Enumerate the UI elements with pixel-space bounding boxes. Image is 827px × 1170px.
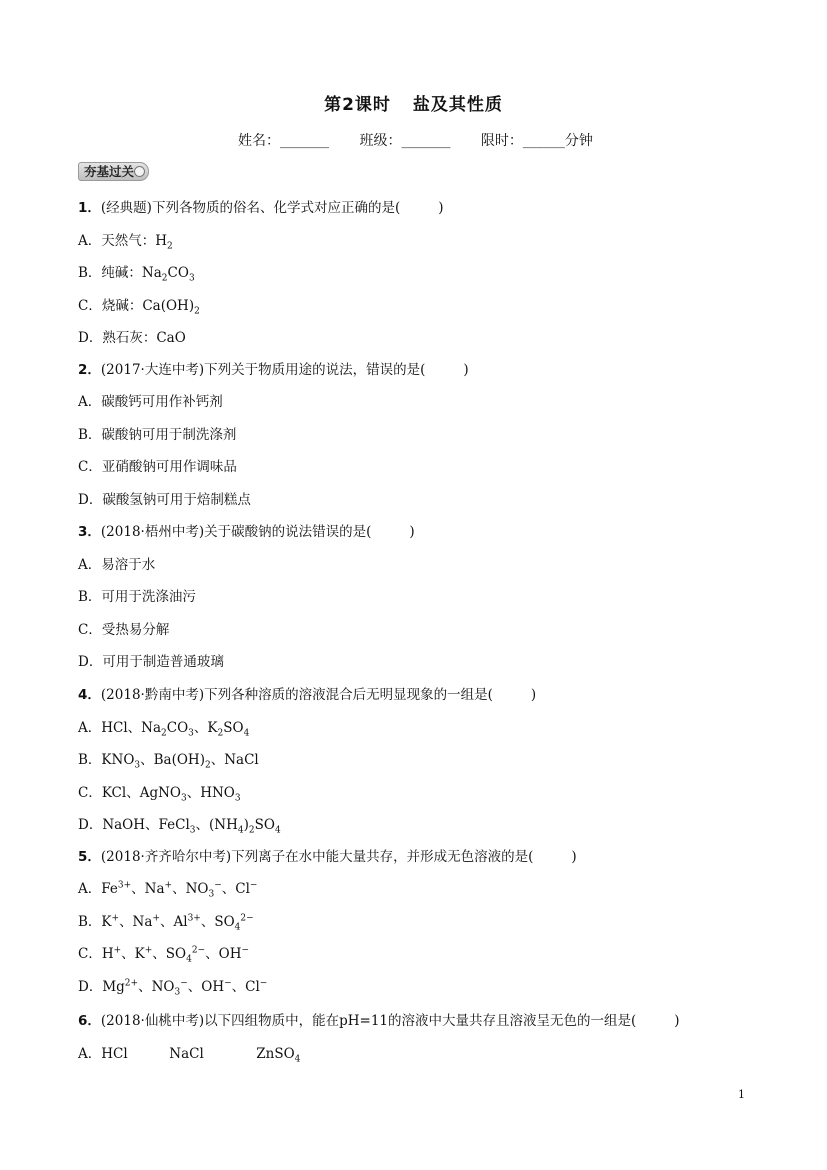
close-paren: ): [409, 524, 415, 540]
substance: NaCl: [169, 1046, 204, 1062]
question-1: [78, 196, 444, 216]
question-number: 6．: [78, 1013, 101, 1029]
question-6: [78, 1009, 680, 1029]
section-label: 夯基过关: [84, 164, 135, 179]
time-unit: 分钟: [564, 133, 593, 149]
option-b[interactable]: [78, 261, 195, 284]
circle-icon: [134, 166, 145, 177]
option-d[interactable]: D．$Mg^{2+}$、$NO_3^-$、OH−、Cl−: [78, 978, 268, 998]
question-4: [78, 683, 536, 703]
option-letter: A．: [78, 1046, 102, 1062]
option-c[interactable]: [78, 294, 200, 317]
option-d[interactable]: D．熟石灰：CaO: [78, 330, 186, 346]
time-label: 限时：: [480, 133, 523, 149]
question-source: (2017·大连中考): [100, 362, 205, 378]
question-source: (2018·梧州中考): [100, 524, 205, 540]
page-number: 1: [738, 1088, 745, 1101]
question-text: 关于碳酸钠的说法错误的是(: [204, 524, 372, 540]
substance: ZnSO$_4$: [256, 1046, 301, 1065]
option-b[interactable]: B．可用于洗涤油污: [78, 589, 196, 605]
close-paren: ): [571, 849, 577, 865]
question-2: [78, 358, 469, 378]
option-c[interactable]: C．亚硝酸钠可用作调味品: [78, 459, 237, 475]
question-number: 1．: [78, 200, 101, 216]
question-number: 3．: [78, 524, 101, 540]
question-source: (2018·仙桃中考): [100, 1013, 205, 1029]
class-label: 班级：: [359, 133, 402, 149]
lesson-number: 第2课时: [324, 95, 391, 115]
option-a[interactable]: A．易溶于水: [78, 557, 156, 573]
section-banner: [78, 162, 149, 181]
formula: $Ca(OH)_2$: [142, 298, 200, 317]
option-c[interactable]: C．H+、K+、$SO_4^{2-}$、OH−: [78, 945, 250, 965]
formula: $Na_2CO_3$: [141, 265, 195, 284]
class-blank[interactable]: _______: [401, 133, 451, 149]
option-text: B．纯碱：: [78, 265, 142, 281]
formula: $H_2$: [155, 233, 173, 252]
name-label: 姓名：: [238, 133, 280, 149]
question-source: (2018·齐齐哈尔中考): [100, 849, 232, 865]
question-text: 下列关于物质用途的说法，错误的是(: [204, 362, 426, 378]
question-number: 4．: [78, 687, 101, 703]
close-paren: ): [438, 200, 444, 216]
question-text: 下列各种溶质的溶液混合后无明显现象的一组是(: [204, 687, 493, 703]
option-b[interactable]: B．K+、Na+、$Al^{3+}$、$SO_4^{2-}$: [78, 913, 254, 933]
option-a[interactable]: A．碳酸钙可用作补钙剂: [78, 394, 223, 410]
question-number: 5．: [78, 849, 101, 865]
option-a[interactable]: A．HCl、$Na_2CO_3$、$K_2SO_4$: [78, 720, 250, 739]
question-number: 2．: [78, 362, 101, 378]
option-a[interactable]: [78, 229, 173, 252]
option-a[interactable]: [78, 1042, 300, 1065]
question-source: (2018·黔南中考): [100, 687, 205, 703]
option-b[interactable]: B．碳酸钠可用于制洗涤剂: [78, 427, 237, 443]
option-text: C．烧碱：: [78, 298, 143, 314]
option-d[interactable]: D．碳酸氢钠可用于焙制糕点: [78, 492, 251, 508]
option-c[interactable]: C．受热易分解: [78, 622, 170, 638]
substance: HCl: [101, 1046, 128, 1062]
time-blank[interactable]: ______: [522, 133, 565, 149]
student-info-line: [238, 130, 593, 150]
option-d[interactable]: D．NaOH、FeCl$_3$、$(NH_4)_2SO_4$: [78, 817, 281, 836]
question-text: 下列各物质的俗名、化学式对应正确的是(: [151, 200, 401, 216]
page-title: [0, 90, 827, 115]
question-3: [78, 520, 415, 540]
close-paren: ): [530, 687, 537, 703]
option-d[interactable]: D．可用于制造普通玻璃: [78, 654, 224, 670]
close-paren: ): [674, 1013, 680, 1029]
option-text: A．天然气：: [78, 233, 156, 249]
option-a[interactable]: A．$Fe^{3+}$、Na+、$NO_3^-$、Cl−: [78, 880, 258, 900]
option-b[interactable]: B．$KNO_3$、$Ba(OH)_2$、NaCl: [78, 752, 259, 771]
name-blank[interactable]: _______: [280, 133, 329, 149]
lesson-topic: 盐及其性质: [412, 95, 503, 115]
question-source: (经典题): [100, 200, 152, 216]
question-text: 下列离子在水中能大量共存，并形成无色溶液的是(: [231, 849, 534, 865]
close-paren: ): [463, 362, 469, 378]
question-text: 以下四组物质中，能在pH=11的溶液中大量共存且溶液呈无色的一组是(: [204, 1013, 637, 1029]
question-5: [78, 845, 577, 865]
option-c[interactable]: C．KCl、AgNO$_3$、$HNO_3$: [78, 785, 241, 804]
